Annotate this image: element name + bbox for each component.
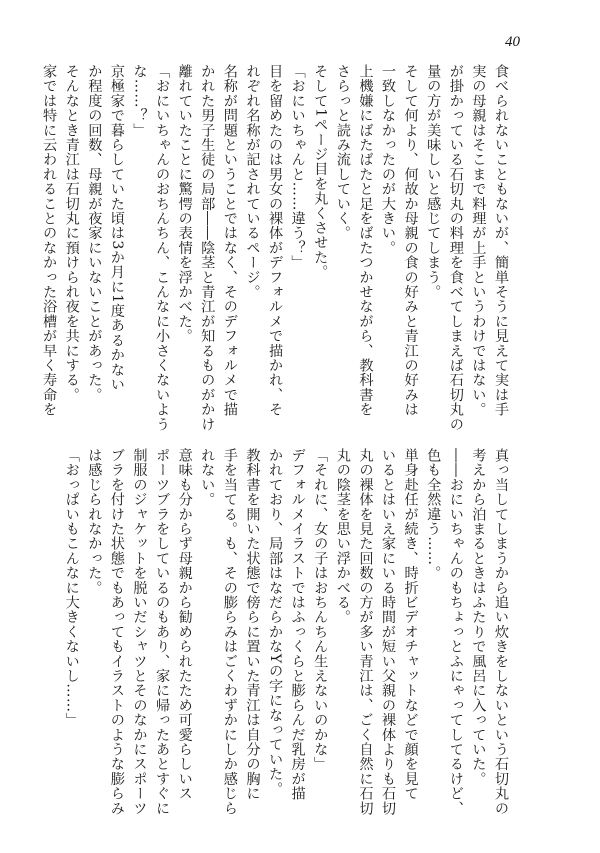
text-line: 考えから泊まるときはふたりで風呂に入っていた。 (470, 448, 487, 787)
text-line: そんなとき青江は石切丸に預けられ夜を共にする。 (63, 64, 80, 403)
text-line: いるとはいえ家にいる時間が短い父親の裸体よりも石切 (380, 448, 397, 816)
text-line: 「おにいちゃんのおちんちん、こんなに小さくないよう (154, 64, 171, 432)
text-line: れぞれ名称が記されているページ。 (244, 64, 261, 300)
text-line: な……？」 (131, 64, 148, 138)
text-line: そして1ページ目を丸くさせた。 (312, 64, 329, 280)
text-line: 丸の陰茎を思い浮かべる。 (334, 448, 351, 625)
text-line: さらっと読み流していく。 (334, 64, 351, 241)
text-line: 単身赴任が続き、時折ビデオチャットなどで顔を見て (402, 448, 419, 801)
text-line: ――おにいちゃんのもちょっとふにゃってしてるけど、 (447, 448, 464, 816)
text-line: 「おっぱいもこんなに大きくないし……」 (63, 448, 80, 728)
text-line: 上機嫌にばたばたと足をばたつかせながら、教科書を (357, 64, 374, 417)
text-line: 手を当てる。も、その膨らみはごくわずかにしか感じら (221, 448, 238, 816)
text-line: 家では特に云われることのなかった浴槽が早く寿命を (41, 64, 58, 417)
text-line: 「おにいちゃんと……違う？」 (289, 64, 306, 270)
text-line: デフォルメイラストではふっくらと膨らんだ乳房が描 (289, 448, 306, 801)
text-line: 真っ当してしまうから追い炊きをしないという石切丸の (493, 448, 509, 816)
text-line: 色も全然違う……。 (425, 448, 442, 581)
text-line: 京極家で暮らしていた頃は3か月に1度あるかない (108, 64, 125, 392)
text-line: か程度の回数、母親が夜家にいないことがあった。 (86, 64, 103, 403)
text-line: が掛かっている石切丸の料理を食べてしまえば石切丸の (447, 64, 464, 432)
text-block-lower (60, 448, 512, 828)
text-line: 離れていたことに驚愕の表情を浮かべた。 (176, 64, 193, 344)
text-line: 意味も分からず母親から勧められたため可愛らしいス (176, 448, 193, 801)
text-line: 「それに、女の子はおちんちん生えないのかな」 (312, 448, 329, 772)
text-line: 食べられないこともないが、簡単そうに見えて実は手 (493, 64, 509, 417)
text-line: かれており、局部はなだらかなYの字になっていた。 (267, 448, 284, 796)
text-line: れない。 (199, 448, 216, 507)
text-line: ブラを付けた状態でもあってもイラストのような膨らみ (108, 448, 125, 816)
text-line: 制服のジャケットを脱いだシャツとそのなかにスポーツ (131, 448, 148, 816)
text-line: かれた男子生徒の局部――陰茎と青江が知るものがかけ (199, 64, 216, 432)
text-line: 教科書を開いた状態で傍らに置いた青江は自分の胸に (244, 448, 261, 801)
text-line: は感じられなかった。 (86, 448, 103, 595)
text-line: ポーツブラをしているのもあり、家に帰ったあとすぐに (154, 448, 171, 816)
text-line: 丸の裸体を見た回数の方が多い青江は、ごく自然に石切 (357, 448, 374, 816)
text-line: 目を留めたのは男女の裸体がデフォルメで描かれ、そ (267, 64, 284, 417)
text-line: 量の方が美味しいと感じてしまう。 (425, 64, 442, 300)
text-line: 名称が問題ということではなく、そのデフォルメで描 (221, 64, 238, 417)
text-line: そして何より、何故か母親の食の好みと青江の好みは (402, 64, 419, 417)
text-line: 実の母親はそこまで料理が上手というわけではない。 (470, 64, 487, 417)
text-line: 一致しなかったのが大きい。 (380, 64, 397, 256)
page-number: 40 (505, 34, 520, 50)
text-block-upper (38, 64, 512, 444)
